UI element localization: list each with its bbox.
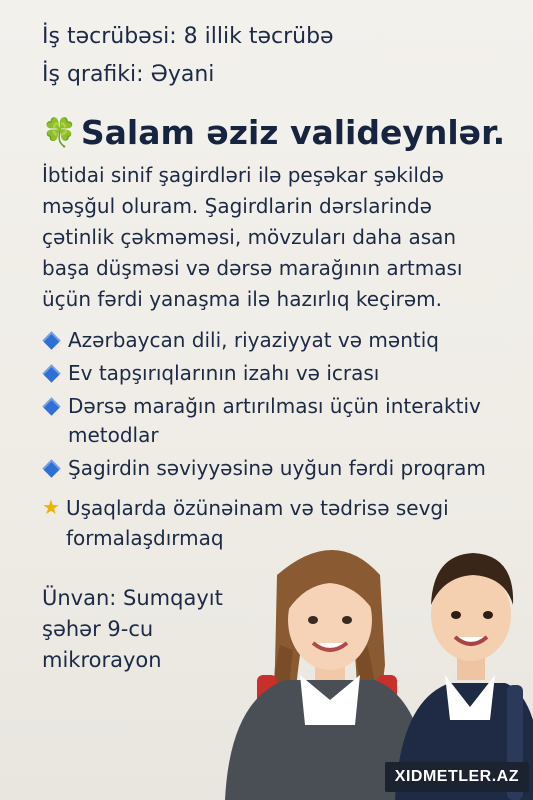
address-line: Ünvan: Sumqayıt (42, 586, 223, 610)
service-item (42, 454, 522, 483)
blue-diamond-icon (42, 459, 60, 477)
greeting-heading (42, 113, 505, 152)
address-line: şəhər 9-cu (42, 617, 154, 641)
intro-line: başa düşməsi və dərsə marağının artması (42, 256, 463, 280)
intro-line: məşğul oluram. Şagirdlarin dərslarində (42, 194, 432, 218)
service-item (42, 326, 522, 355)
children-photo (205, 535, 533, 800)
greeting-text: Salam əziz valideynlər. (80, 113, 506, 152)
schedule-text: İş qrafiki: Əyani (42, 62, 215, 87)
experience-text: İş təcrübəsi: 8 illik təcrübə (42, 24, 334, 49)
blue-diamond-icon (42, 397, 60, 415)
address-line: mikrorayon (42, 648, 162, 672)
intro-line: İbtidai sinif şagirdləri ilə peşəkar şəkildə (42, 163, 444, 187)
services-list (42, 326, 522, 487)
service-text: Şagirdin səviyyəsinə uyğun fərdi proqram (68, 456, 486, 480)
address-block (42, 583, 223, 676)
intro-line: üçün fərdi yanaşma ilə hazırlıq keçirəm. (42, 287, 442, 311)
service-item (42, 392, 522, 450)
star-icon: ★ (42, 495, 60, 519)
intro-line: çətinlik çəkməməsi, mövzuları daha asan (42, 225, 457, 249)
four-leaf-clover-icon: 🍀 (42, 116, 77, 149)
service-item (42, 359, 522, 388)
service-text: Azərbaycan dili, riyaziyyat və məntiq (68, 328, 439, 352)
intro-paragraph (42, 160, 522, 315)
goal-text: Uşaqlarda özünəinam və tədrisə sevgi formalaşdırmaq (65, 496, 449, 550)
service-text: Dərsə marağın artırılması üçün interaktiv metodlar (68, 394, 481, 447)
blue-diamond-icon (42, 364, 60, 382)
service-text: Ev tapşırıqlarının izahı və icrası (68, 361, 380, 385)
blue-diamond-icon (42, 331, 60, 349)
site-watermark: XIDMETLER.AZ (385, 762, 529, 792)
